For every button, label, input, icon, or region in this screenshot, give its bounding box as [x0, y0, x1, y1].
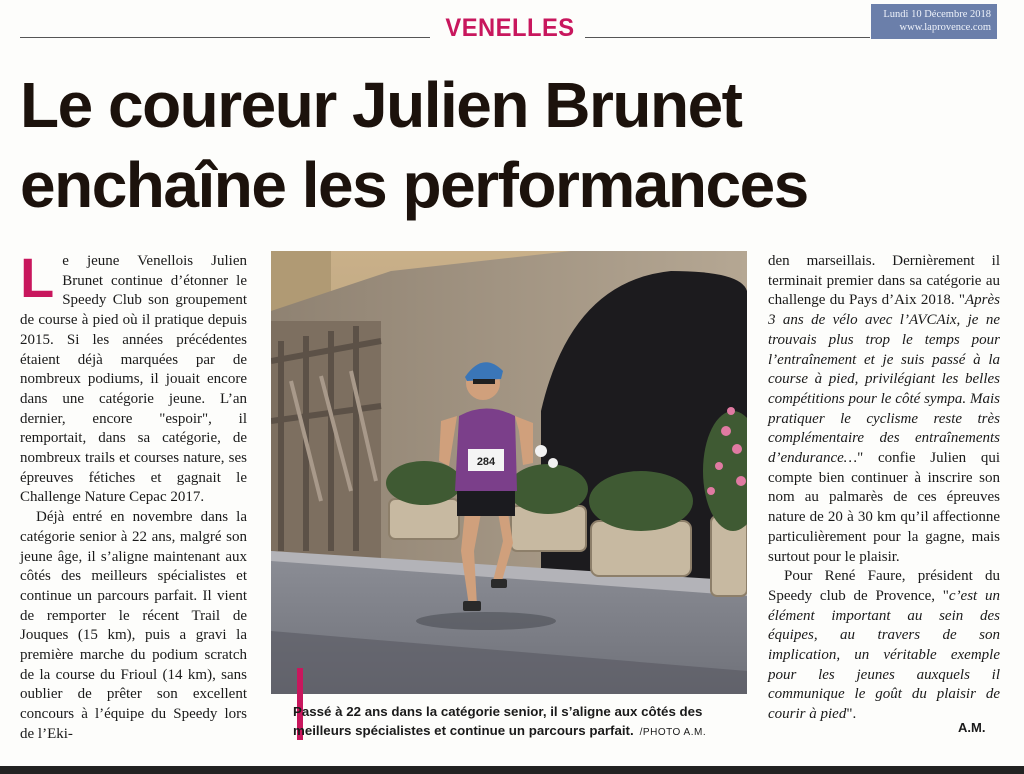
section-title: VENELLES [445, 14, 575, 42]
dateline-box [871, 4, 997, 39]
julien-quote: Après 3 ans de vélo avec l’AVCAix, je ne trouvais plus trop le temps pour l’entraînement et je suis passé à la course à pied, privilégiant les belles compétitions pour le côté sympa. Mais pratiquer le cyclisme reste très complémentaire des entraînements d’endurance… [768, 292, 1000, 467]
caption-text: Passé à 22 ans dans la catégorie senior, il s’aligne aux côtés des meilleurs spécialistes et continue un parcours parfait. [293, 704, 703, 738]
paragraph-intro [20, 246, 247, 508]
paragraph-challenge [768, 252, 1000, 567]
date-text: Lundi 10 Décembre 2018 [883, 9, 991, 20]
headline [20, 65, 1000, 225]
paragraph-president [768, 567, 1000, 725]
paragraph-intro-text: e jeune Venellois Julien Brunet continue d’étonner le Speedy Club son groupement de course à pied où il pratique depuis 2015. Si les années précédentes étaient déjà marquées par de nombreux podiums, il jouait encore dans une catégorie jeune. L’an dernier, encore "espoir", il remportait, dans sa catégorie, de nombreux trails et courses nature, ses épreuves fétiches et gagnait le Challenge Nature Cepac 2017. [20, 253, 247, 506]
author-signature: A.M. [958, 720, 986, 735]
president-text: Pour René Faure, président du Speedy club de Provence, " [768, 568, 1000, 604]
svg-text:284: 284 [476, 456, 496, 468]
president-text-end: ". [846, 706, 857, 723]
president-quote: c’est un élément important au sein des équipes, au travers de son implication, un véritable exemple pour les jeunes auxquels il communique le goût du plaisir de courir à pied [768, 587, 1000, 723]
article-column-right [768, 252, 1000, 725]
runner-photo [271, 251, 747, 694]
photo-caption [293, 702, 753, 742]
article-column-left [20, 246, 247, 745]
headline-line-1: Le coureur Julien Brunet [20, 69, 742, 141]
photo-credit: /PHOTO A.M. [639, 727, 707, 738]
bottom-rule [0, 766, 1024, 774]
headline-line-2: enchaîne les performances [20, 149, 808, 221]
challenge-text: den marseillais. Dernièrement il terminait premier dans sa catégorie au challenge du Pays d’Aix 2018. " [768, 253, 1000, 309]
paragraph-senior: Déjà entré en novembre dans la catégorie senior à 22 ans, malgré son jeune âge, il s’aligne maintenant aux côtés des meilleurs spécialistes et continue un parcours parfait. Il vient de remporter le récent Trail de Jouques (15 km), puis a gravi la première marche du podium scratch de la course du Frioul (14 km), sans oublier de prêter son excellent concours à l’équipe du Speedy lors de l’Eki- [20, 509, 247, 742]
site-text: www.laprovence.com [899, 22, 991, 33]
challenge-text-end: " confie Julien qui compte bien continuer à inscrire son nom au palmarès de ces épreuves nature de 20 à 30 km qu’il affectionne particulièrement pour la gagne, mais surtout pour le plaisir. [768, 450, 1000, 565]
dropcap-letter: L [20, 246, 55, 309]
header-rule-left [20, 37, 430, 38]
header-rule-right [585, 37, 870, 38]
